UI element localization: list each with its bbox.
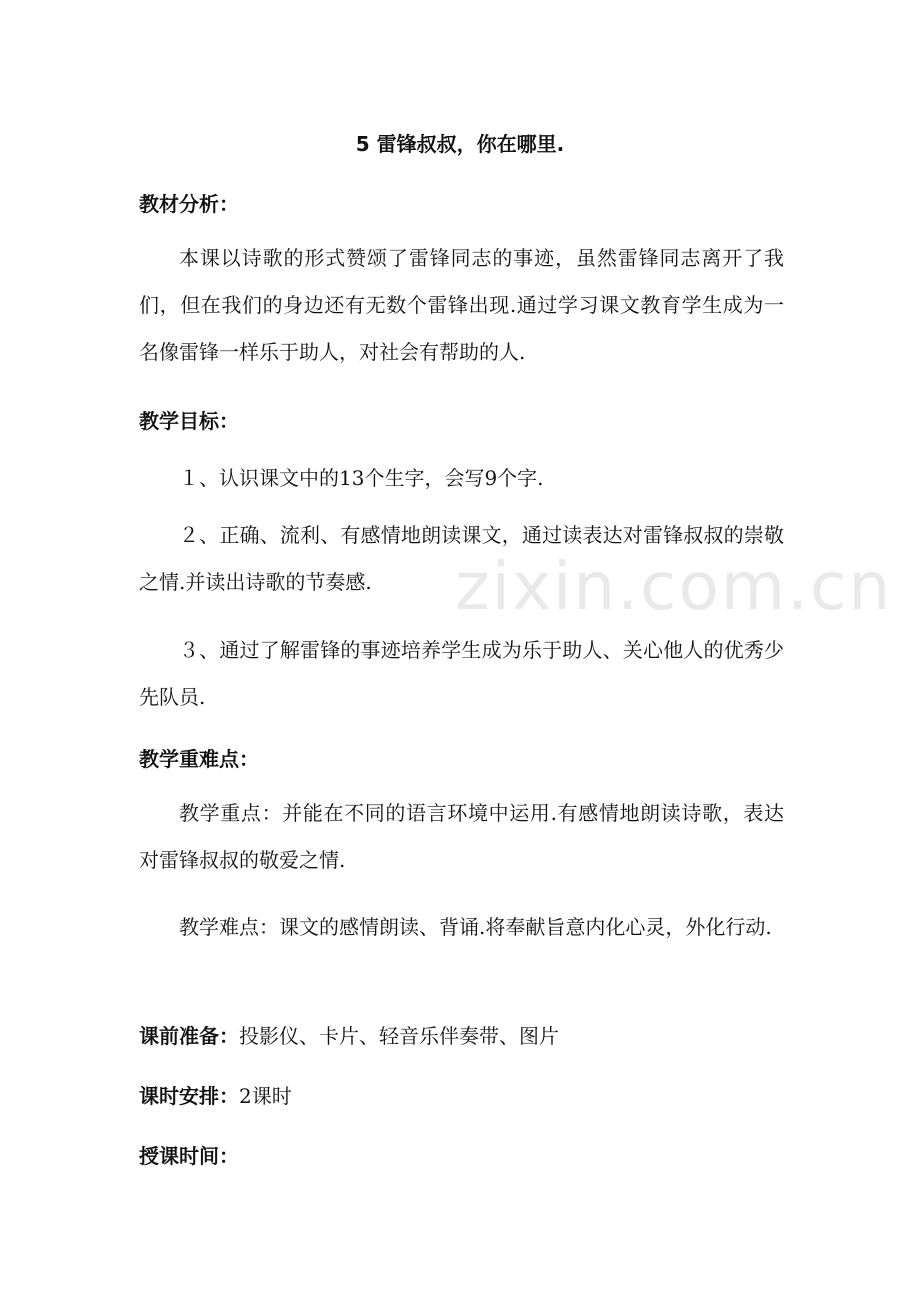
schedule-line xyxy=(139,1080,292,1109)
heading-key-points: 教学重难点： xyxy=(139,747,259,771)
key-focus-paragraph: 教学重点：并能在不同的语言环境中运用.有感情地朗读诗歌，表达对雷锋叔叔的敬爱之情. xyxy=(139,801,784,872)
watermark: zixin.com.cn xyxy=(455,548,893,625)
goal-item-1: １、认识课文中的13个生字，会写9个字. xyxy=(179,466,544,490)
schedule-label: 课时安排： xyxy=(139,1084,239,1108)
key-difficulty-paragraph: 教学难点：课文的感情朗读、背诵.将奉献旨意内化心灵，外化行动. xyxy=(179,915,772,939)
analysis-paragraph: 本课以诗歌的形式赞颂了雷锋同志的事迹，虽然雷锋同志离开了我们，但在我们的身边还有无数个雷锋出现.通过学习课文教育学生成为一名像雷锋一样乐于助人，对社会有帮助的人. xyxy=(139,246,784,364)
preparation-line xyxy=(139,1020,559,1049)
goal-item-2: ２、正确、流利、有感情地朗读课文，通过读表达对雷锋叔叔的崇敬之情.并读出诗歌的节奏感. xyxy=(139,523,784,594)
heading-goals: 教学目标： xyxy=(139,409,239,433)
time-label: 授课时间： xyxy=(139,1144,239,1168)
preparation-value: 投影仪、卡片、轻音乐伴奏带、图片 xyxy=(239,1024,559,1048)
preparation-label: 课前准备： xyxy=(139,1024,239,1048)
page-title: 5 雷锋叔叔，你在哪里. xyxy=(355,132,565,156)
goal-item-3: ３、通过了解雷锋的事迹培养学生成为乐于助人、关心他人的优秀少先队员. xyxy=(139,638,784,709)
schedule-value: 2课时 xyxy=(239,1084,292,1108)
heading-analysis: 教材分析： xyxy=(139,192,239,216)
